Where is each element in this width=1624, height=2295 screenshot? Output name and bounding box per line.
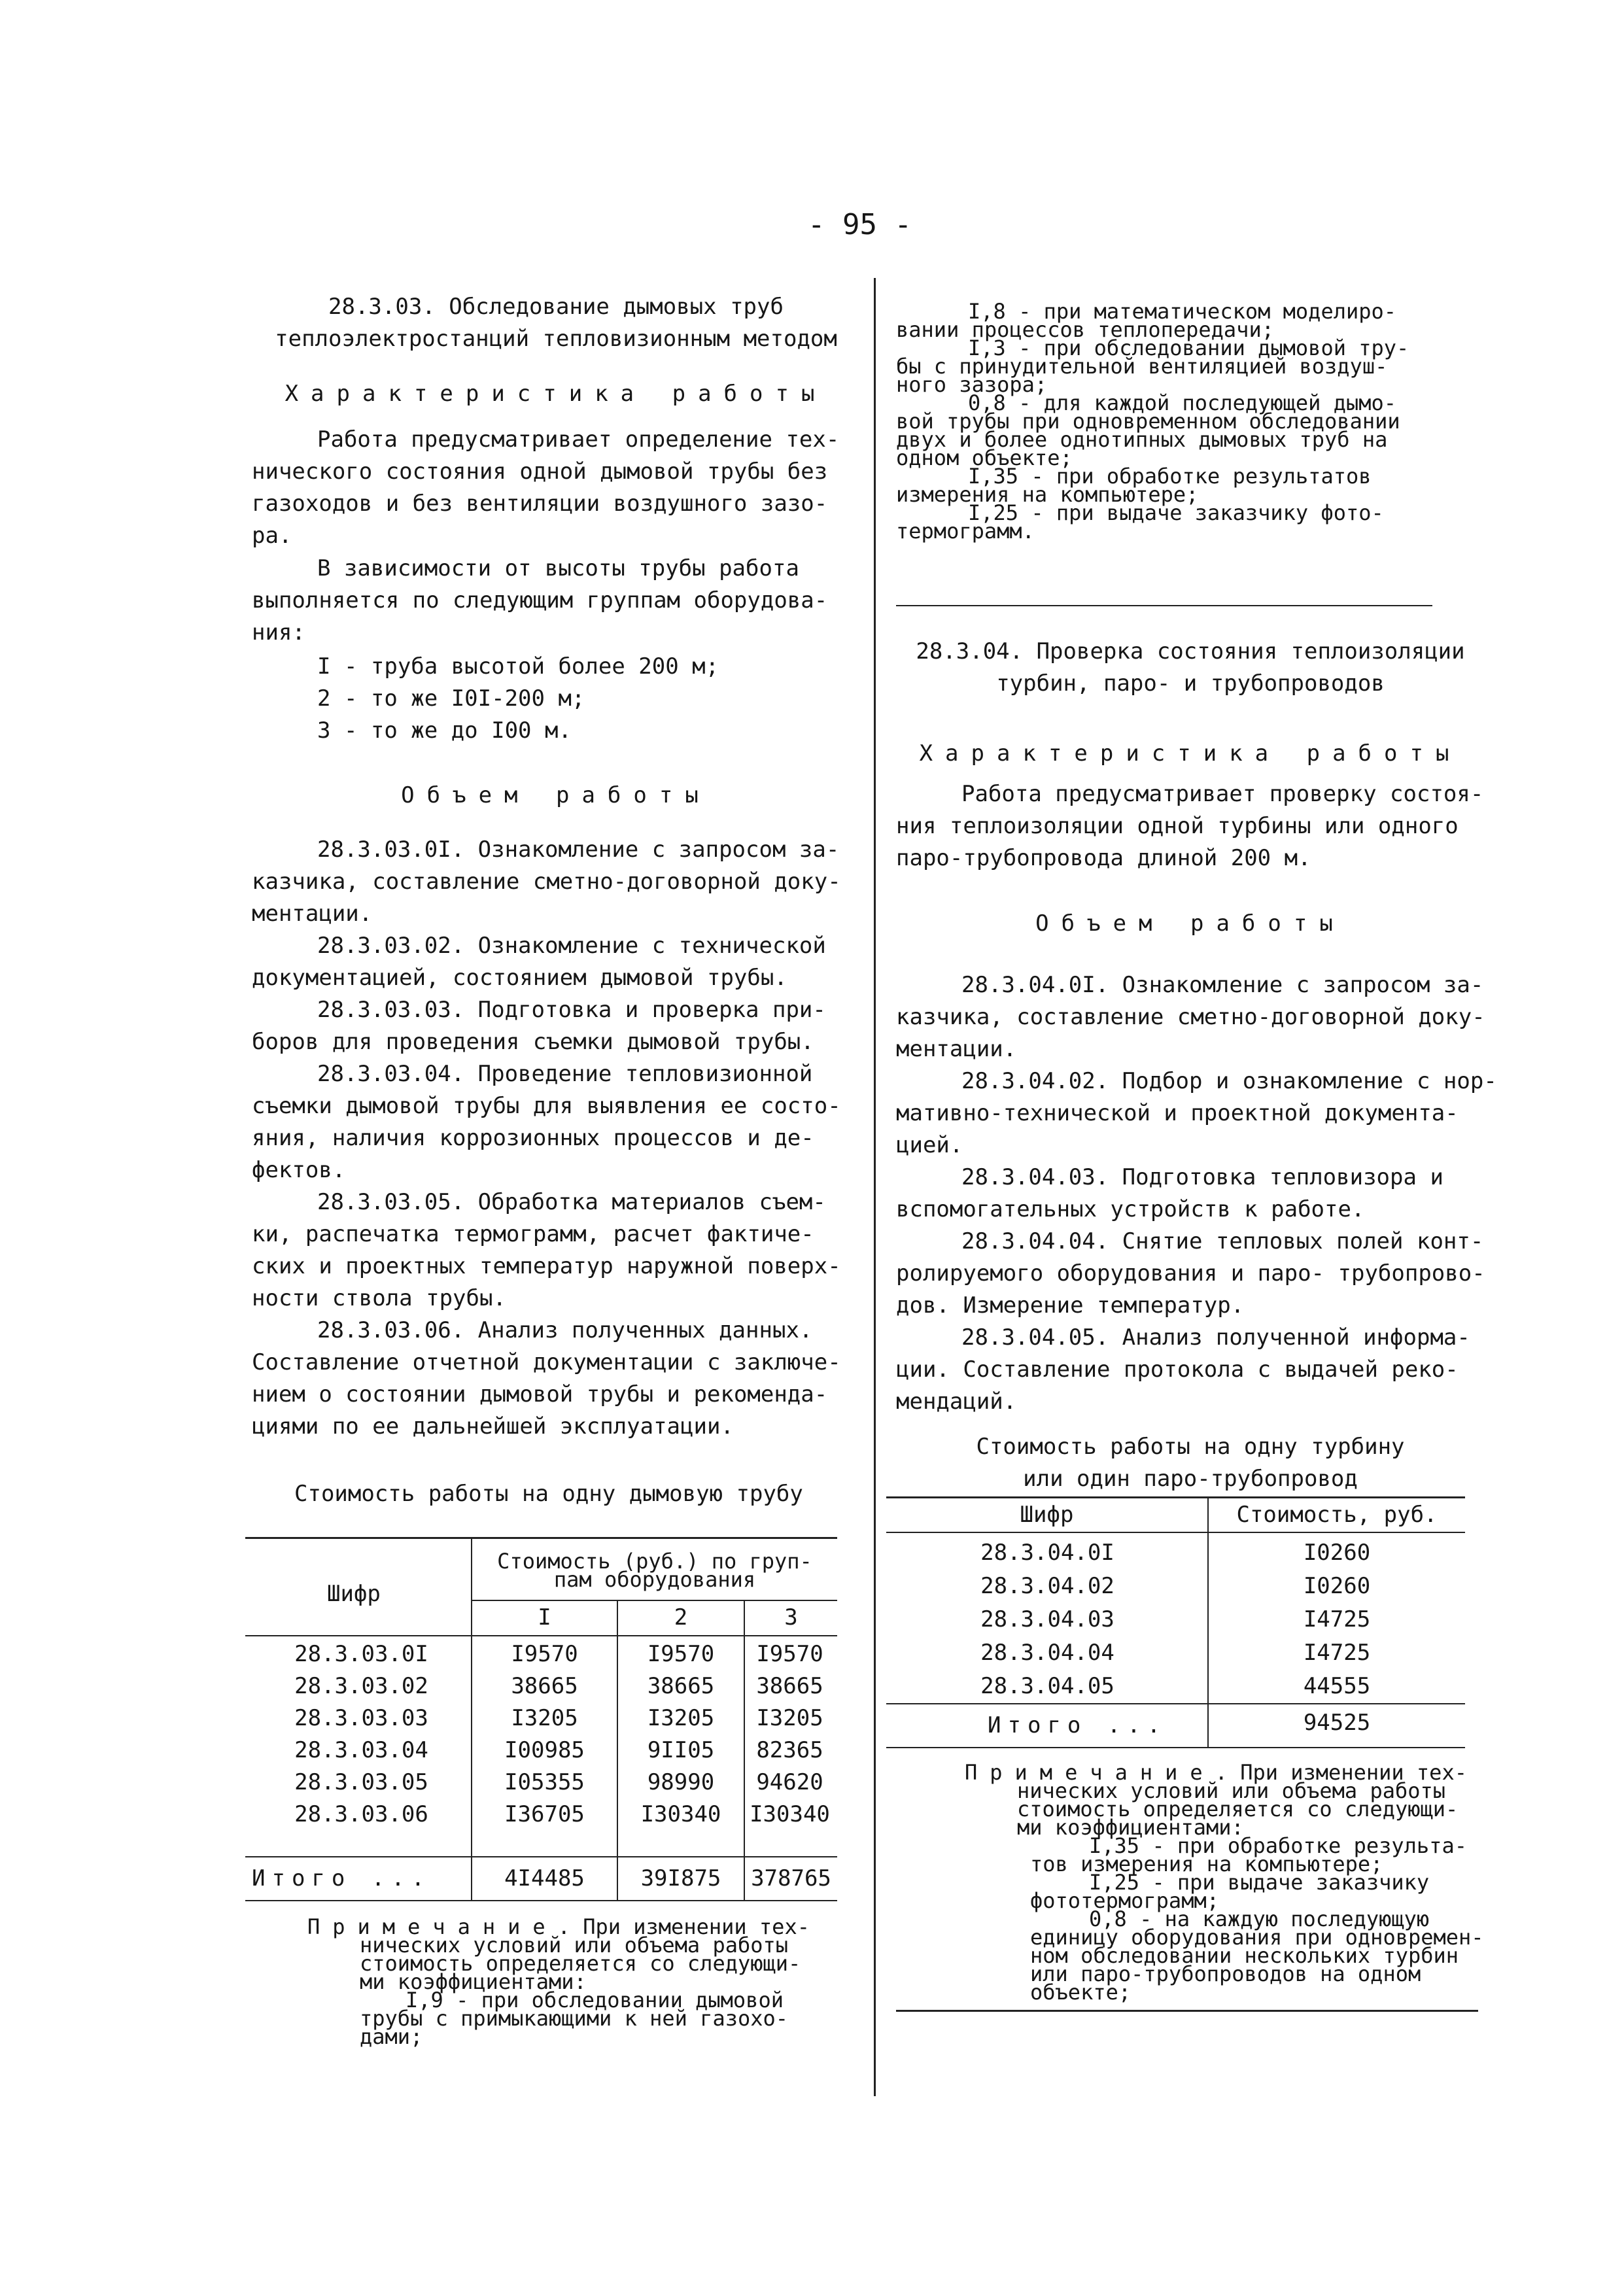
right-section-title: 28.3.04. Проверка состояния теплоизоляции турбин, паро- и трубопроводов	[916, 638, 1465, 697]
right-table-total-label: Итого ...	[988, 1712, 1167, 1738]
left-table-rule	[245, 1856, 837, 1857]
left-table-total-label: Итого ...	[252, 1865, 432, 1891]
left-steps: 28.3.03.0I. Ознакомление с запросом за- казчика, составление сметно-договорной доку- ментации. 28.3.03.02. Ознакомление с технической документацией, состоянием дымовой трубы. 28.3.03.03. Подготовка и проверка при- боров для проведения съемки дымовой трубы. 28.3.03.04. Проведение тепловизионной съемки дымовой трубы для выявления ее состо- яния, наличия коррозионных процессов и де- фектов. 28.3.03.05. Обработка материалов съем- ки, распечатка термограмм, расчет фактиче- ских и проектных температур наружной поверх- ности ствола трубы. 28.3.03.06. Анализ полученных данных. Составление отчетной документации с заключе- нием о состоянии дымовой трубы и рекоменда- циями по ее дальнейшей эксплуатации.	[252, 837, 841, 1440]
table-row: 28.3.03.04 I00985 9II05 82365	[294, 1736, 823, 1763]
right-volume-heading: Объем работы	[1035, 910, 1345, 937]
left-char-text: Работа предусматривает определение тех- нического состояния одной дымовой трубы без газоходов и без вентиляции воздушного зазо- ра.	[252, 426, 840, 549]
left-table-group-1: I	[538, 1604, 551, 1631]
table-row: 28.3.03.02 38665 38665 38665	[294, 1672, 823, 1699]
table-row: 28.3.03.05 I05355 98990 94620	[294, 1769, 823, 1795]
right-note-heading: Примечание	[965, 1760, 1215, 1785]
right-table-top-rule	[886, 1496, 1465, 1498]
left-table-total-2: 39I875	[640, 1865, 721, 1891]
table-row: 28.3.04.03 I4725	[980, 1606, 1371, 1632]
right-note: Примечание. При изменении тех- нических условий или объема работы стоимость определяется со следующи- ми коэффициентами: I,35 - при обработке результа- тов измерения на компьютере; I,25 - при выдаче заказчику фототермограмм; 0,8 - на каждую последующую единицу оборудования при одновремен- ном обследовании нескольких турбин или паро-трубопроводов на одном объекте;	[965, 1760, 1484, 2005]
table-row: 28.3.04.02 I0260	[980, 1572, 1371, 1599]
left-table-total-3: 378765	[751, 1865, 831, 1891]
left-table-rule	[472, 1600, 837, 1601]
table-row: 28.3.03.06 I36705 I30340 I30340	[294, 1801, 830, 1827]
left-table-header-code: Шифр	[327, 1581, 381, 1607]
right-table-bottom-rule	[886, 1747, 1465, 1748]
left-volume-heading: Объем работы	[401, 782, 711, 808]
left-table-group-3: 3	[784, 1604, 798, 1631]
left-note-heading: Примечание	[307, 1914, 558, 1939]
right-table-header-code: Шифр	[1020, 1502, 1074, 1528]
left-table-bottom-rule	[245, 1900, 837, 1901]
left-table-group-2: 2	[674, 1604, 688, 1631]
right-separator-rule	[896, 605, 1432, 606]
table-row: 28.3.03.03 I3205 I3205 I3205	[294, 1704, 823, 1731]
left-table-top-rule	[245, 1537, 837, 1539]
list-item: 3 - то же до I00 м.	[317, 717, 572, 744]
left-section-title: 28.3.03. Обследование дымовых труб теплоэлектростанций тепловизионным методом	[275, 294, 837, 352]
table-row: 28.3.04.05 44555	[980, 1672, 1371, 1699]
list-item: I - труба высотой более 200 м;	[317, 653, 719, 680]
left-cost-table	[252, 1638, 836, 1830]
right-char-text: Работа предусматривает проверку состоя- ния теплоизоляции одной турбины или одного паро-трубопровода длиной 200 м.	[896, 781, 1484, 871]
left-cost-caption: Стоимость работы на одну дымовую трубу	[294, 1481, 803, 1507]
left-groups-list	[317, 651, 719, 747]
right-table-rule	[886, 1532, 1465, 1533]
right-char-heading: Характеристика работы	[919, 740, 1462, 767]
right-bottom-rule	[896, 2010, 1478, 2012]
right-table-rule	[886, 1703, 1465, 1704]
list-item: 2 - то же I0I-200 м;	[317, 685, 585, 712]
table-row: 28.3.03.0I I9570 I9570 I9570	[294, 1640, 823, 1667]
left-table-total-1: 4I4485	[504, 1865, 585, 1891]
left-char-heading: Характеристика работы	[285, 381, 827, 407]
table-row: 28.3.04.04 I4725	[980, 1639, 1371, 1666]
right-coefficients: I,8 - при математическом моделиро- вании процессов теплопередачи; I,3 - при обследовании дымовой тру- бы с принудительной вентиляцией воздуш- ного зазора; 0,8 - для каждой последующей дымо- вой трубы при одновременном обследовании двух и более однотипных дымовых труб на одном объекте; I,35 - при обработке результатов измерения на компьютере; I,25 - при выдаче заказчику фото- термограмм.	[896, 299, 1409, 544]
right-steps: 28.3.04.0I. Ознакомление с запросом за- казчика, составление сметно-договорной доку- ментации. 28.3.04.02. Подбор и ознакомление с нор- мативно-технической и проектной документа- цией. 28.3.04.03. Подготовка тепловизора и вспомогательных устройств к работе. 28.3.04.04. Снятие тепловых полей конт- ролируемого оборудования и паро- трубопрово- дов. Измерение температур. 28.3.04.05. Анализ полученной информа- ции. Составление протокола с выдачей реко- мендаций.	[896, 972, 1497, 1415]
right-table-total: 94525	[1303, 1710, 1371, 1736]
left-table-header-cost: Стоимость (руб.) по груп- пам оборудования	[497, 1549, 812, 1592]
table-row: 28.3.04.0I I0260	[980, 1539, 1371, 1566]
right-cost-caption: Стоимость работы на одну турбину или один паро-трубопровод	[976, 1434, 1405, 1492]
right-table-header-cost: Стоимость, руб.	[1236, 1502, 1438, 1528]
page-number: - 95 -	[808, 208, 912, 241]
left-note: Примечание. При изменении тех- нических условий или объема работы стоимость определяется со следующи- ми коэффициентами: I,9 - при обследовании дымовой трубы с примыкающими к ней газохо- дами;	[307, 1914, 810, 2049]
column-divider	[874, 278, 876, 2096]
left-table-rule	[245, 1635, 837, 1636]
left-groups-intro: В зависимости от высоты трубы работа выполняется по следующим группам оборудова- ния:	[252, 555, 828, 646]
right-cost-table	[886, 1536, 1465, 1702]
